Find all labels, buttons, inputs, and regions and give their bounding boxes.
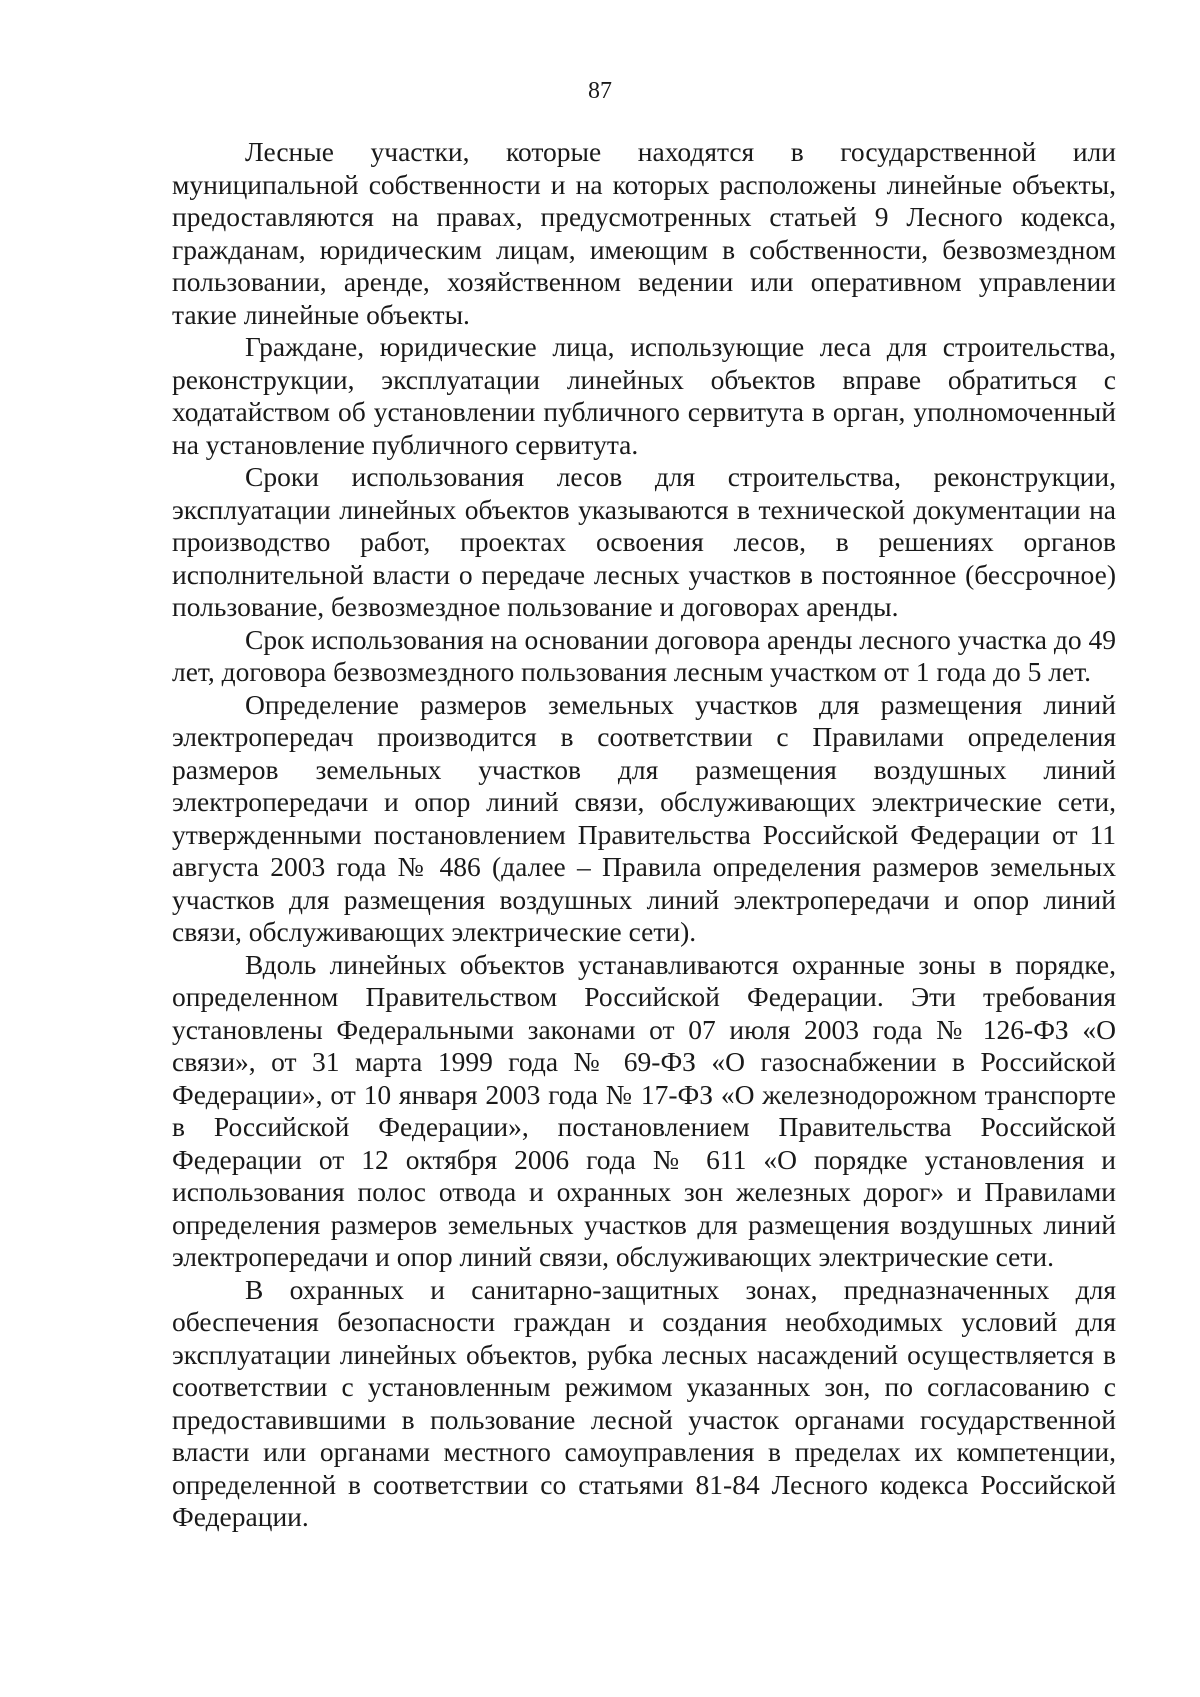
paragraph-land-plot-sizing: Определение размеров земельных участков для размещения линий электропередач производится в соответствии с Правилами определения размеров земельных участков для размещения воздушных линий электропередачи и опор линий связи, обслуживающих электрические сети, утвержденными постановлением Правительства Российской Федерации от 11 августа 2003 года № 486 (далее – Правила определения размеров земельных участков для размещения воздушных линий электропередачи и опор линий связи, обслуживающих электрические сети).	[172, 688, 1116, 947]
document-body	[172, 136, 1116, 1534]
paragraph-usage-terms: Сроки использования лесов для строительства, реконструкции, эксплуатации линейных объектов указываются в технической документации на производство работ, проектах освоения лесов, в решениях органов исполнительной власти о передаче лесных участков в постоянное (бессрочное) пользование, безвозмездное пользование и договорах аренды.	[172, 461, 1116, 622]
paragraph-public-servitude: Граждане, юридические лица, использующие леса для строительства, реконструкции, эксплуатации линейных объектов вправе обратиться с ходатайством об установлении публичного сервитута в орган, уполномоченный на установление публичного сервитута.	[172, 331, 1116, 460]
page-number: 87	[588, 78, 612, 104]
paragraph-protection-zones: Вдоль линейных объектов устанавливаются охранные зоны в порядке, определенном Правительством Российской Федерации. Эти требования установлены Федеральными законами от 07 июля 2003 года № 126-ФЗ «О связи», от 31 марта 1999 года № 69-ФЗ «О газоснабжении в Российской Федерации», от 10 января 2003 года № 17-ФЗ «О железнодорожном транспорте в Российской Федерации», постановлением Правительства Российской Федерации от 12 октября 2006 года № 611 «О порядке установления и использования полос отвода и охранных зон железных дорог» и Правилами определения размеров земельных участков для размещения воздушных линий электропередачи и опор линий связи, обслуживающих электрические сети.	[172, 948, 1116, 1272]
paragraph-forest-plots-rights: Лесные участки, которые находятся в государственной или муниципальной собственности и на которых расположены линейные объекты, предоставляются на правах, предусмотренных статьей 9 Лесного кодекса, гражданам, юридическим лицам, имеющим в собственности, безвозмездном пользовании, аренде, хозяйственном ведении или оперативном управлении такие линейные объекты.	[172, 136, 1116, 330]
paragraph-lease-duration: Срок использования на основании договора аренды лесного участка до 49 лет, договора безвозмездного пользования лесным участком от 1 года до 5 лет.	[172, 623, 1116, 687]
paragraph-logging-in-zones: В охранных и санитарно-защитных зонах, предназначенных для обеспечения безопасности граждан и создания необходимых условий для эксплуатации линейных объектов, рубка лесных насаждений осуществляется в соответствии с установленным режимом указанных зон, по согласованию с предоставившими в пользование лесной участок органами государственной власти или органами местного самоуправления в пределах их компетенции, определенной в соответствии со статьями 81-84 Лесного кодекса Российской Федерации.	[172, 1273, 1116, 1532]
